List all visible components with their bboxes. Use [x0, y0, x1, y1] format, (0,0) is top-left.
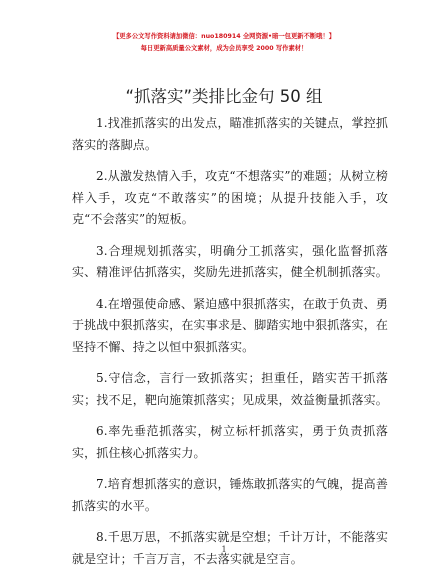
paragraph-5: 5.守信念，言行一致抓落实；担重任，踏实苦干抓落实；找不足，靶向施策抓落实；见成果，效益衡量抓落实。 [72, 371, 388, 407]
paragraph-4: 4.在增强使命感、紧迫感中狠抓落实，在敢于负责、勇于挑战中狠抓落实，在实事求是、脚踏实地中狠抓落实，在坚持不懈、持之以恒中狠抓落实。 [72, 296, 388, 354]
paragraph-6: 6.率先垂范抓落实，树立标杆抓落实，勇于负责抓落实，抓住核心抓落实力。 [72, 424, 388, 460]
promo-banner-line-1: 【更多公文写作资料请加微信：nuo180914 全网资源•暗一包更新不断哦！】 [112, 33, 336, 40]
promo-banner-line-2: 每日更新高质量公文素材，成为会员享受 2000 写作素材！ [140, 45, 308, 52]
paragraph-2: 2.从激发热情入手，攻克“不想落实”的难题；从树立榜样入手，攻克“不敢落实”的困境；从提升技能入手，攻克“不会落实”的短板。 [72, 169, 388, 226]
document-title: “抓落实”类排比金句 50 组 [125, 87, 323, 106]
paragraph-3: 3.合理规划抓落实，明确分工抓落实，强化监督抓落实、精准评估抓落实，奖励先进抓落实，健全机制抓落实。 [72, 243, 388, 279]
paragraph-8: 8.千思万思，不抓落实就是空想；千计万计，不能落实就是空计；千言万言，不去落实就是空言。 [72, 530, 388, 566]
paragraph-1: 1.找准抓落实的出发点，瞄准抓落实的关键点，掌控抓落实的落脚点。 [72, 116, 388, 152]
document-body [72, 113, 388, 580]
page-number: 1 [221, 545, 227, 554]
paragraph-7: 7.培育想抓落实的意识，锤炼敢抓落实的气魄，提高善抓落实的水平。 [72, 477, 388, 513]
